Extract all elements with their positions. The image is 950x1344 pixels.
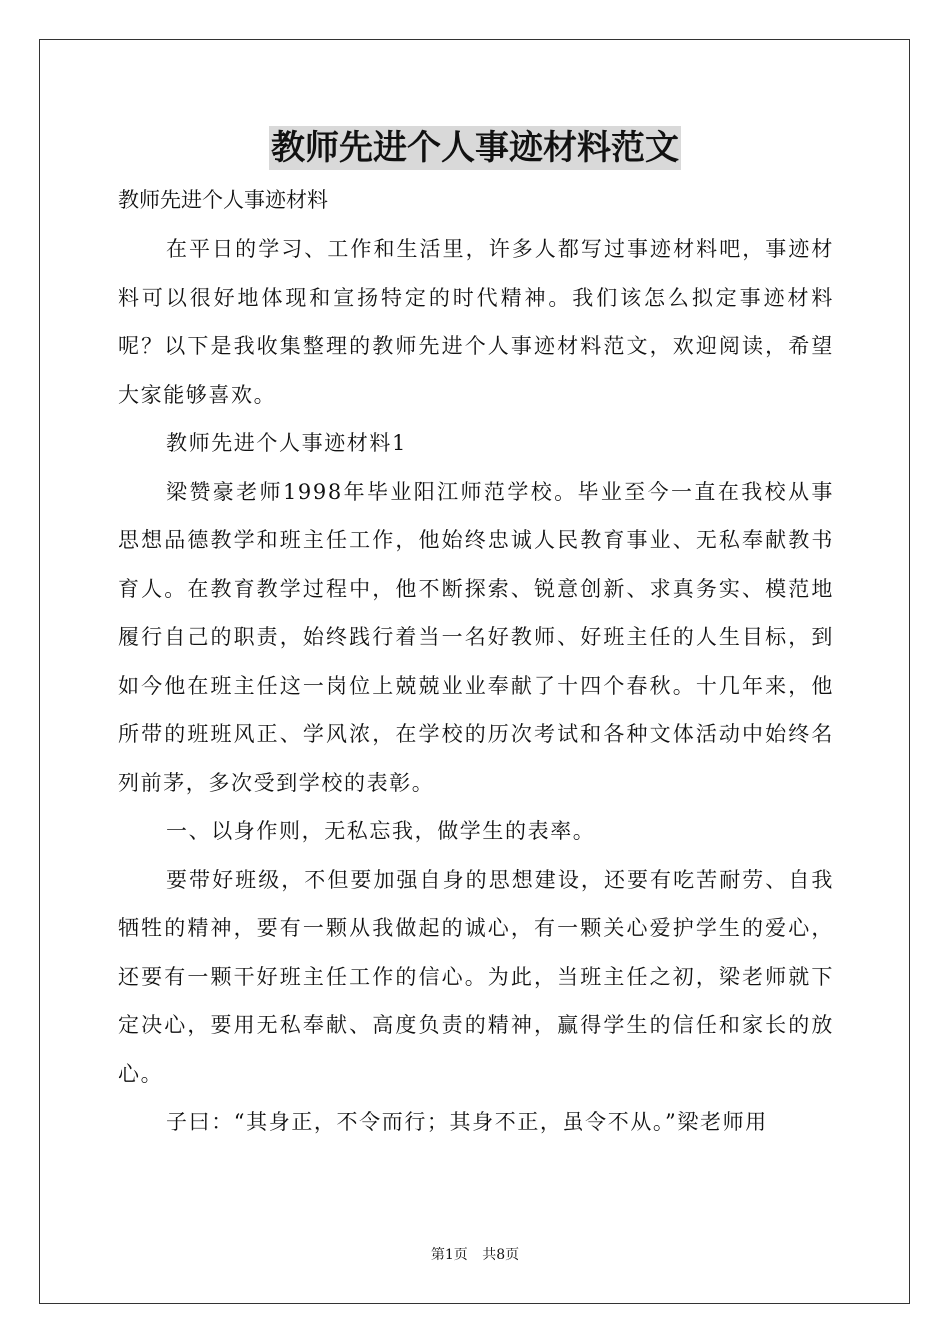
page-footer xyxy=(0,1245,950,1265)
page-total: 共8页 xyxy=(482,1247,520,1263)
page-number: 第1页 xyxy=(430,1247,468,1263)
paragraph-quote: 子曰：“其身正，不令而行；其身不正，虽令不从。”梁老师用 xyxy=(166,1110,768,1134)
section-heading-example: 一、以身作则，无私忘我，做学生的表率。 xyxy=(166,819,596,843)
section-heading-1: 教师先进个人事迹材料1 xyxy=(166,431,407,455)
document-body xyxy=(118,175,834,1147)
document-subtitle: 教师先进个人事迹材料 xyxy=(118,188,328,212)
title-container xyxy=(0,126,950,170)
paragraph-dedication: 要带好班级，不但要加强自身的思想建设，还要有吃苦耐劳、自我牺牲的精神，要有一颗从我做起的诚心，有一颗关心爱护学生的爱心，还要有一颗干好班主任工作的信心。为此，当班主任之初，梁老师就下定决心，要用无私奉献、高度负责的精神，赢得学生的信任和家长的放心。 xyxy=(118,867,834,1086)
paragraph-profile: 梁赞豪老师1998年毕业阳江师范学校。毕业至今一直在我校从事思想品德教学和班主任工作，他始终忠诚人民教育事业、无私奉献教书育人。在教育教学过程中，他不断探索、锐意创新、求真务实、模范地履行自己的职责，始终践行着当一名好教师、好班主任的人生目标，到如今他在班主任这一岗位上兢兢业业奉献了十四个春秋。十几年来，他所带的班班风正、学风浓，在学校的历次考试和各种文体活动中始终名列前茅，多次受到学校的表彰。 xyxy=(118,479,834,795)
document-title: 教师先进个人事迹材料范文 xyxy=(271,128,679,168)
paragraph-intro: 在平日的学习、工作和生活里，许多人都写过事迹材料吧，事迹材料可以很好地体现和宣扬特定的时代精神。我们该怎么拟定事迹材料呢？以下是我收集整理的教师先进个人事迹材料范文，欢迎阅读，希望大家能够喜欢。 xyxy=(118,237,834,407)
